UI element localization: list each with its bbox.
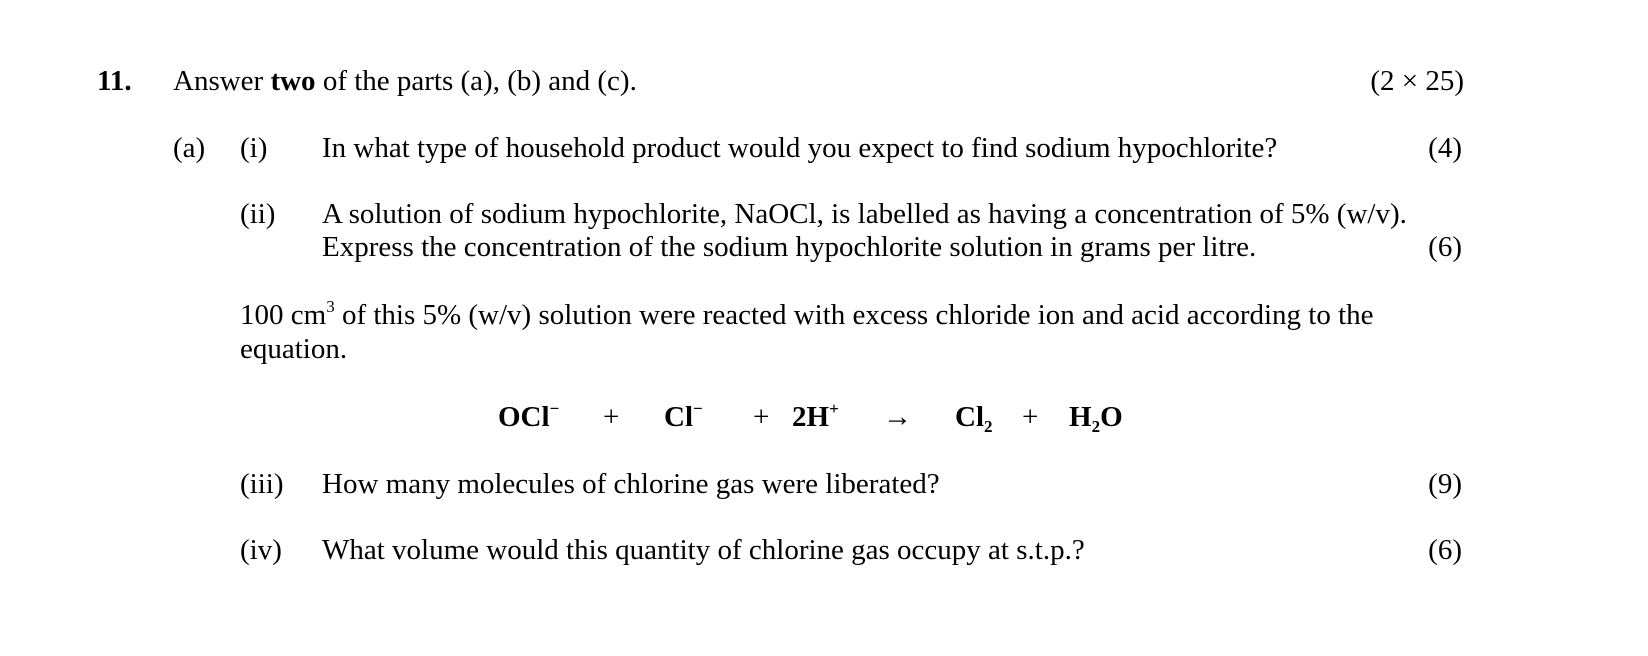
eq-hypochlorite bbox=[498, 400, 559, 434]
eq-water-subscript: 2 bbox=[1091, 417, 1101, 436]
instruction-text-post: of the parts (a), (b) and (c). bbox=[315, 65, 637, 97]
eq-chloride-charge: − bbox=[693, 399, 703, 418]
eq-plus-1: + bbox=[603, 401, 620, 433]
item-iv-text: What volume would this quantity of chlorine gas occupy at s.t.p.? bbox=[322, 534, 1085, 566]
context-superscript: 3 bbox=[326, 297, 335, 316]
item-i-label: (i) bbox=[240, 132, 268, 164]
item-iii-text: How many molecules of chlorine gas were liberated? bbox=[322, 468, 940, 500]
eq-chloride-symbol: Cl bbox=[664, 401, 693, 433]
item-ii-marks: (6) bbox=[1428, 231, 1462, 263]
eq-hydrogen-ion bbox=[792, 400, 839, 434]
item-iv-marks: (6) bbox=[1428, 534, 1462, 566]
eq-chlorine-symbol: Cl bbox=[955, 401, 984, 433]
eq-plus-2: + bbox=[753, 401, 770, 433]
item-iii-marks: (9) bbox=[1428, 468, 1462, 500]
context-line1-rest: of this 5% (w/v) solution were reacted with excess chloride ion and acid according to the bbox=[334, 299, 1374, 331]
context-line2: equation. bbox=[240, 333, 348, 365]
eq-plus-3: + bbox=[1022, 401, 1039, 433]
item-ii-text-line2: Express the concentration of the sodium hypochlorite solution in grams per litre. bbox=[322, 231, 1257, 263]
part-a-label: (a) bbox=[173, 132, 206, 164]
item-i-text: In what type of household product would you expect to find sodium hypochlorite? bbox=[322, 132, 1278, 164]
item-i-marks: (4) bbox=[1428, 132, 1462, 164]
eq-water bbox=[1069, 400, 1123, 434]
eq-water-o: O bbox=[1100, 401, 1123, 433]
eq-chlorine bbox=[955, 400, 993, 434]
eq-chloride bbox=[664, 400, 703, 434]
eq-water-h: H bbox=[1069, 401, 1092, 433]
item-ii-label: (ii) bbox=[240, 198, 276, 230]
total-marks: (2 × 25) bbox=[1370, 65, 1464, 97]
eq-hydrogen-symbol: 2H bbox=[792, 401, 830, 433]
question-number: 11. bbox=[97, 65, 132, 97]
eq-hydrogen-charge: + bbox=[829, 399, 839, 418]
item-iii-label: (iii) bbox=[240, 468, 284, 500]
item-iv-label: (iv) bbox=[240, 534, 282, 566]
instruction-text-bold: two bbox=[270, 65, 316, 97]
instruction-text-pre: Answer bbox=[173, 65, 271, 97]
context-line1 bbox=[240, 298, 1374, 332]
eq-arrow: → bbox=[883, 401, 912, 433]
context-quantity: 100 cm bbox=[240, 299, 327, 331]
eq-chlorine-subscript: 2 bbox=[984, 417, 993, 436]
eq-hypochlorite-charge: − bbox=[549, 399, 560, 418]
item-ii-text-line1: A solution of sodium hypochlorite, NaOCl, is labelled as having a concentration of 5% (w/v). bbox=[322, 198, 1407, 230]
question-instruction bbox=[173, 64, 637, 98]
eq-hypochlorite-symbol: OCl bbox=[498, 401, 550, 433]
